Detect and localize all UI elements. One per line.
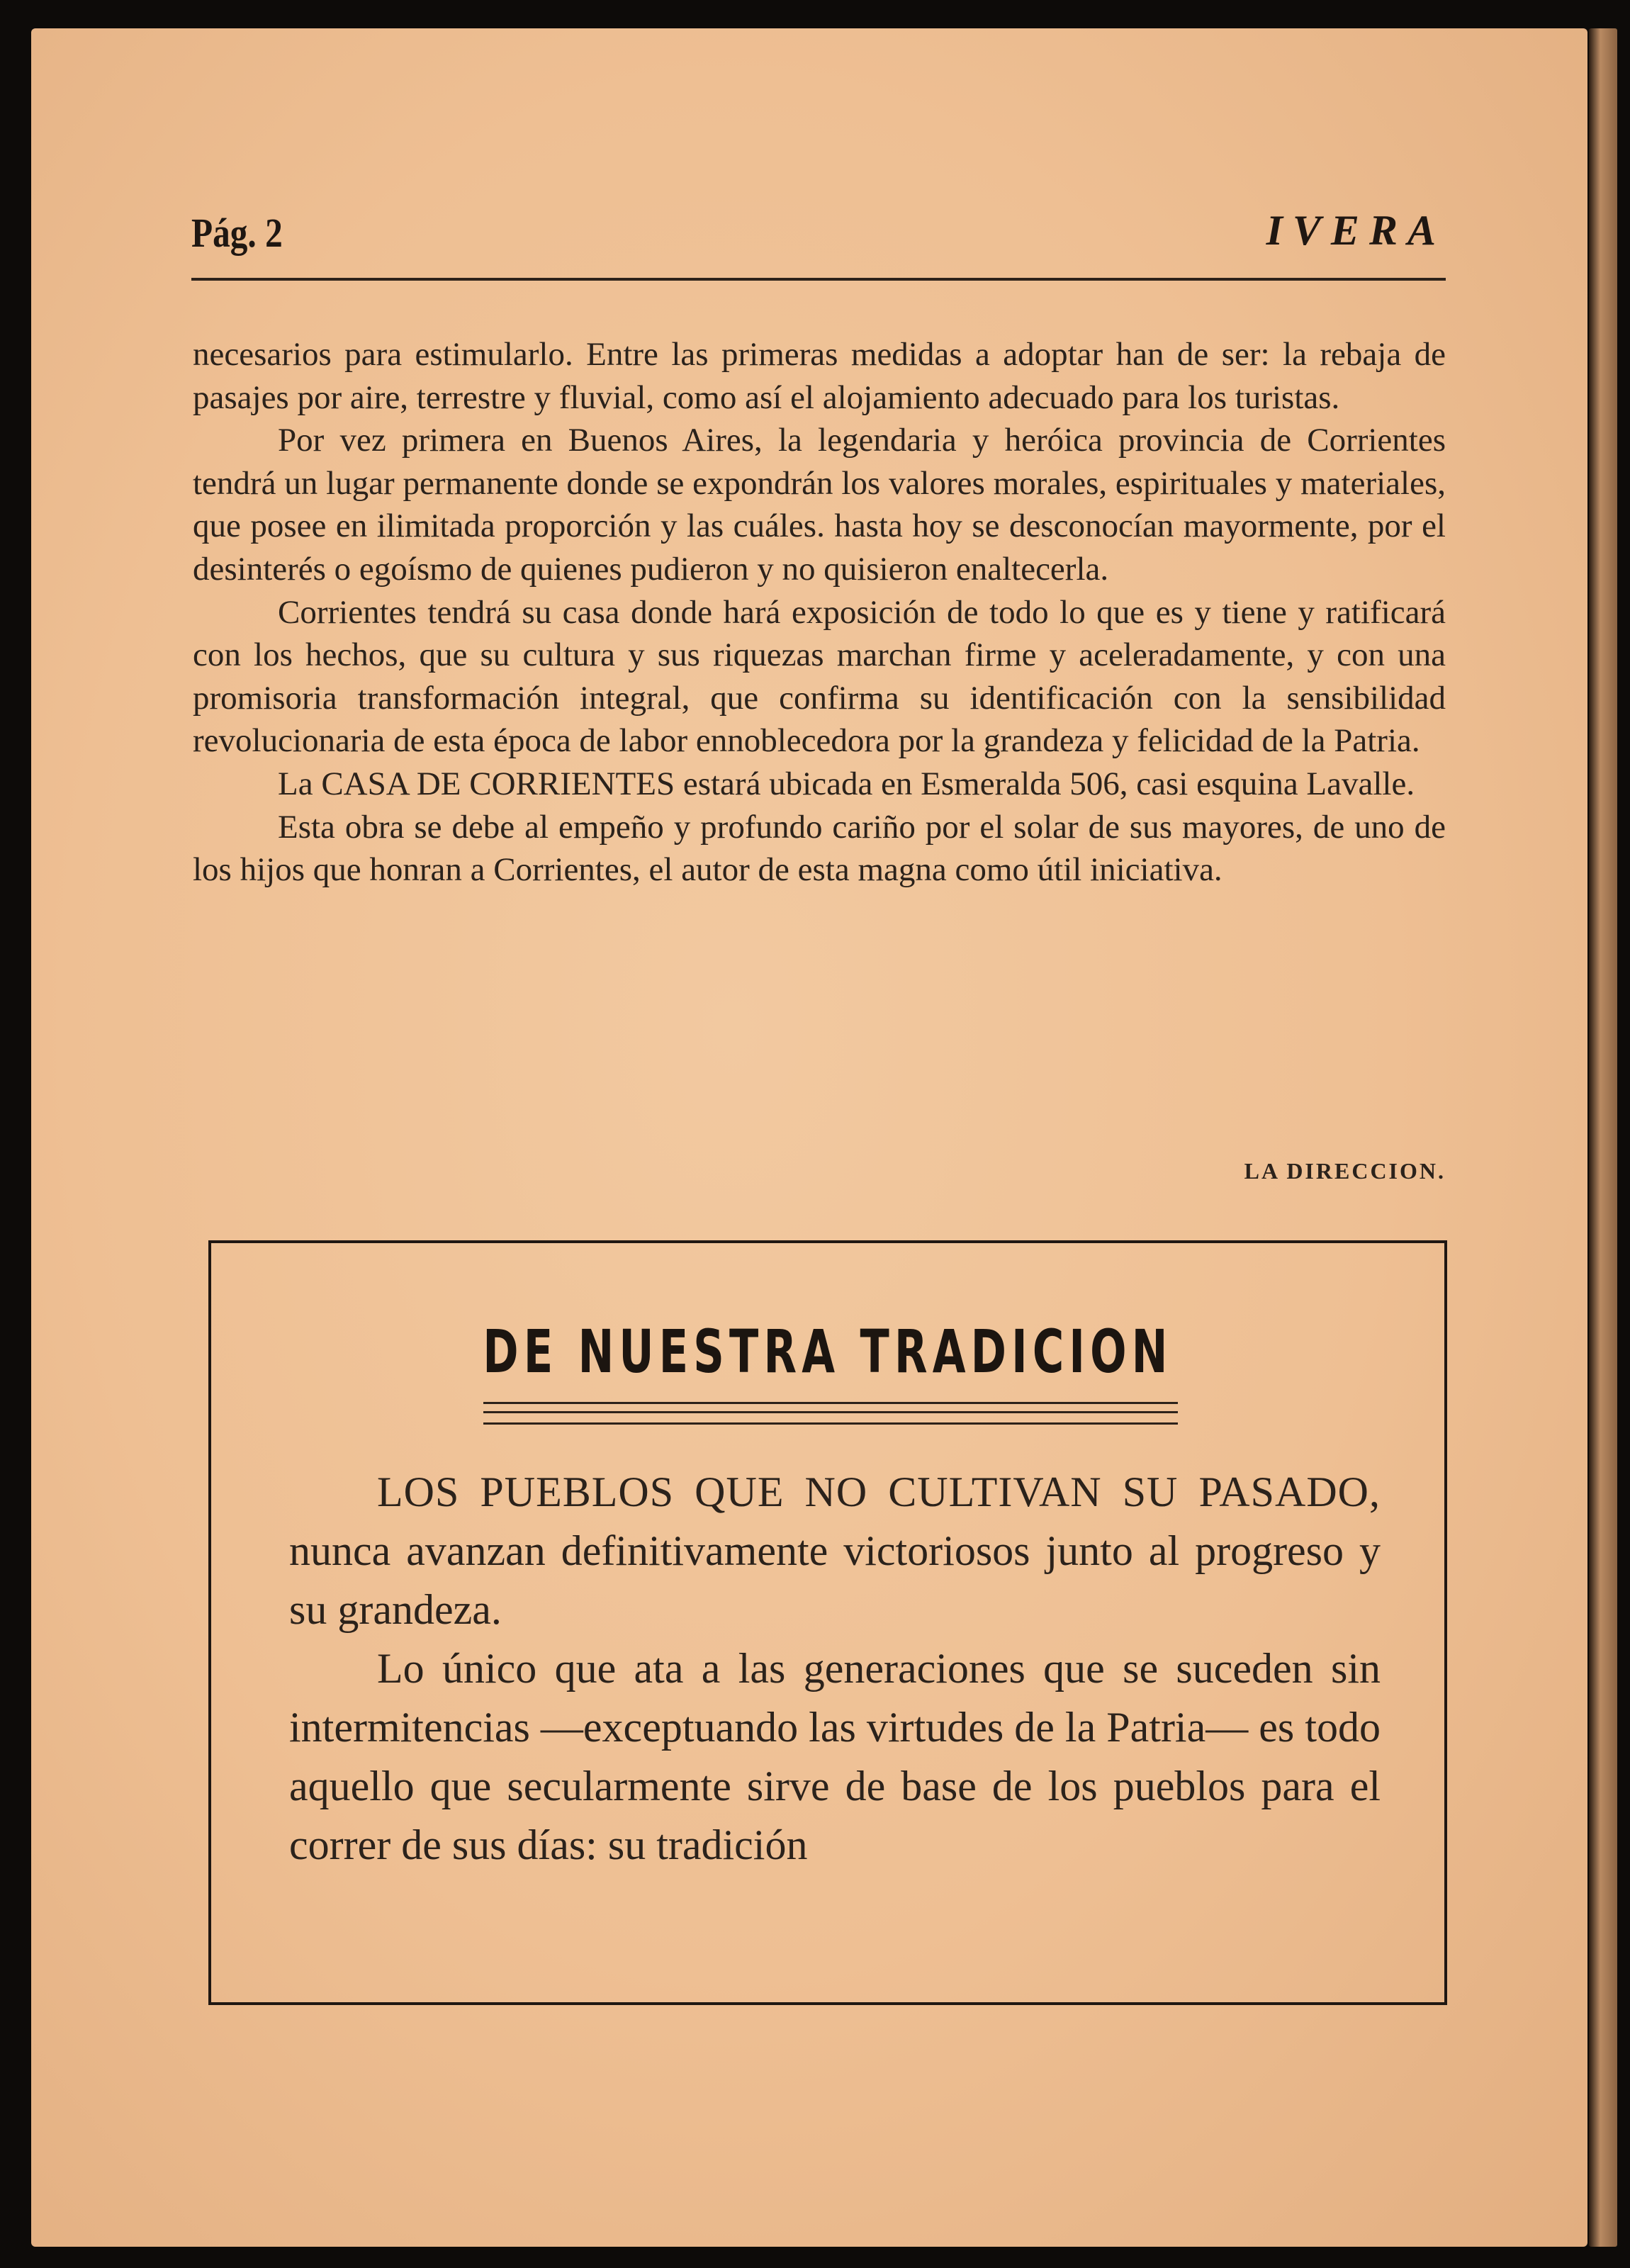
- tradition-text: [289, 1463, 1381, 1875]
- publication-title: IVERA: [1266, 207, 1446, 254]
- article-paragraph: necesarios para estimularlo. Entre las primeras medidas a adoptar han de ser: la rebaja de pasajes por aire, terrestre y fluvial, como así el alojamiento adecuado para los turistas.: [193, 336, 1446, 416]
- title-triple-rule: [483, 1402, 1178, 1425]
- tradition-box: [208, 1240, 1447, 2005]
- page-binding-edge: [1589, 28, 1617, 2247]
- tradition-paragraph: Lo único que ata a las generaciones que se suceden sin intermitencias —exceptuando las virtudes de la Patria— es todo aquello que secularmente sirve de base de los pueblos para el correr de sus días: su tradición: [289, 1645, 1381, 1868]
- article-paragraph: La CASA DE CORRIENTES estará ubicada en Esmeralda 506, casi esquina Lavalle.: [278, 765, 1415, 802]
- article-paragraph: Esta obra se debe al empeño y profundo cariño por el solar de sus mayores, de uno de los hijos que honran a Corrientes, el autor de esta magna como útil iniciativa.: [193, 808, 1446, 889]
- tradition-paragraph: [289, 1463, 1381, 1639]
- article-signature: LA DIRECCION.: [1244, 1158, 1446, 1184]
- article-paragraph: Por vez primera en Buenos Aires, la legendaria y heróica provincia de Corrientes tendrá un lugar permanente donde se expondrán los valores morales, espirituales y materiales, que posee en ilimitada proporción y las cuáles. hasta hoy se desconocían mayormente, por el desinterés o egoísmo de quienes pudieron y no quisieron enaltecerla.: [193, 422, 1446, 588]
- tradition-paragraph-rest: nunca avanzan definitivamente victoriosos junto al progreso y su grandeza.: [289, 1527, 1381, 1633]
- article-paragraph: Corrientes tendrá su casa donde hará exposición de todo lo que es y tiene y ratificará con los hechos, que su cultura y sus riquezas marchan firme y aceleradamente, y con una promisoria transformación integral, que confirma su identificación con la sensibilidad revolucionaria de esta época de labor ennoblecedora por la grandeza y felicidad de la Patria.: [193, 593, 1446, 760]
- page-header: [191, 202, 1446, 266]
- page-number: Pág. 2: [191, 210, 283, 256]
- tradition-caps-lead: LOS PUEBLOS QUE NO CULTIVAN SU PASADO,: [377, 1469, 1381, 1515]
- header-divider: [191, 278, 1446, 281]
- article-body: [193, 333, 1446, 892]
- tradition-title: DE NUESTRA TRADICION: [483, 1317, 1173, 1386]
